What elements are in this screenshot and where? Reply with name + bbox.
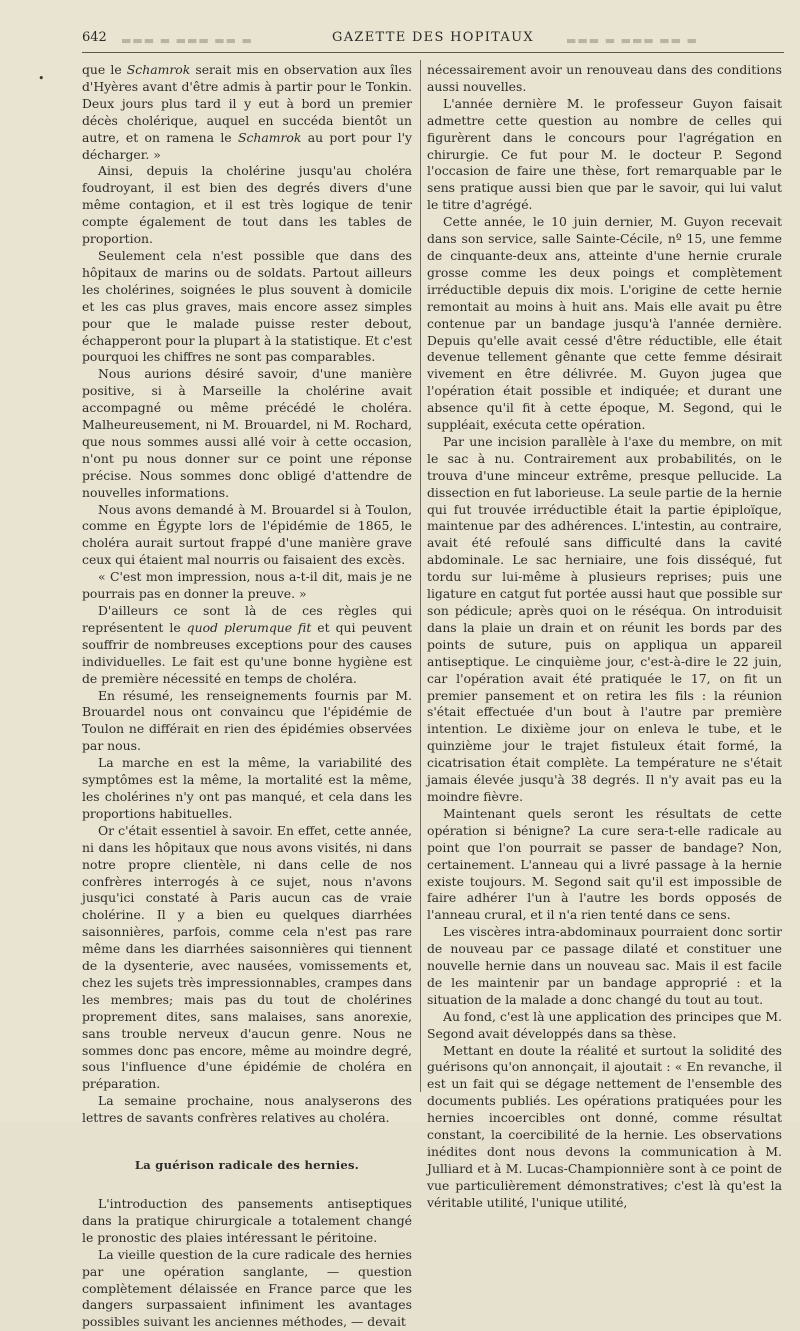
paragraph: En résumé, les renseignements fournis par M. Brouardel nous ont convaincu que l'épidémie de Toulon ne différait en rien des épidémies observées par nous. [82, 687, 412, 754]
left-column [82, 62, 412, 1330]
column-divider [420, 60, 421, 1092]
paragraph: Nous aurions désiré savoir, d'une manière positive, si à Marseille la cholérine avait accompagné ou même précédé le choléra. Malheureusement, ni M. Brouardel, ni M. Rochard, que nous sommes aussi allé voir à cette occasion, n'ont pu nous donner sur ce point une réponse précise. Nous sommes donc obligé d'attendre de nouvelles informations. [82, 366, 412, 500]
paragraph: La vieille question de la cure radicale des hernies par une opération sanglante, — question complètement délaissée en France parce que les dangers surpassaient infiniment les avantages possibles suivant les anciennes méthodes, — devait [82, 1246, 412, 1330]
paragraph: La semaine prochaine, nous analyserons des lettres de savants confrères relatives au choléra. [82, 1093, 412, 1126]
show-through-text-left: ▬ ▬▬ ▬▬▬ ▬ ▬▬▬ [120, 34, 252, 47]
ship-name: Schamrok [237, 129, 302, 145]
right-column [427, 62, 782, 1210]
paragraph: L'année dernière M. le professeur Guyon faisait admettre cette question au nombre de celles qui figurèrent dans le concours pour l'agrégation en chirurgie. Ce fut pour M. le docteur P. Segond l'occasion de faire une thèse, fort remarquable par le sens pratique aussi bien que par le savoir, qui lui valut le titre d'agrégé. [427, 95, 782, 213]
paragraph: Au fond, c'est là une application des principes que M. Segond avait développés dans sa thèse. [427, 1008, 782, 1041]
header-rule [82, 52, 784, 53]
paragraph: Mettant en doute la réalité et surtout la solidité des guérisons qu'on annonçait, il ajoutait : « En revanche, il est un fait qui se dégage nettement de l'ensemble des documents publiés. Les opérations pratiquées pour les hernies incoercibles ont donné, comme résultat constant, la coercibilité de la hernie. Les observations inédites dont nous devons la communication à M. Julliard et à M. Lucas-Championnière sont à ce point de vue particulièrement démonstratives; c'est là qu'est la véritable utilité, l'unique utilité, [427, 1042, 782, 1210]
paragraph: La marche en est la même, la variabilité des symptômes est la même, la mortalité est la même, les cholérines n'y ont pas manqué, et cela dans les proportions habituelles. [82, 755, 412, 821]
journal-title: GAZETTE DES HOPITAUX [332, 30, 534, 45]
show-through-text-right: ▬ ▬▬ ▬▬▬ ▬ ▬▬▬ [565, 34, 697, 47]
latin-phrase: quod plerumque fit [186, 619, 312, 635]
paragraph: Par une incision parallèle à l'axe du membre, on mit le sac à nu. Contrairement aux probabilités, on le trouva d'une minceur extrême, presque pellucide. La dissection en fut laborieuse. La seule partie de la hernie qui fut trouvée irréductible était la partie épiploïque, maintenue par des adhérences. L'intestin, au contraire, avait été refoulé sans difficulté dans la cavité abdominale. Le sac herniaire, une fois disséqué, fut tordu sur lui-même à plusieurs reprises; puis une ligature en catgut fut portée aussi haut que possible sur son pédicule; après quoi on le réséqua. On introduisit dans la plaie un drain et on réunit les bords par des points de suture, puis on appliqua un appareil antiseptique. Le cinquième jour, c'est-à-dire le 22 juin, car l'opération avait été pratiquée le 17, on fit un premier pansement et on retira les fils : la réunion s'était effectuée d'un bout à l'autre par première intention. Le dixième jour on enleva le tube, et le quinzième jour le trajet fistuleux était formé, la cicatrisation était complète. La température ne s'était jamais élevée jusqu'à 38 degrés. Il n'y avait pas eu la moindre fièvre. [427, 433, 782, 804]
paragraph: Cette année, le 10 juin dernier, M. Guyon recevait dans son service, salle Sainte-Cécile, nº 15, une femme de cinquante-deux ans, atteinte d'une hernie crurale grosse comme les deux poings et complètement irréductible depuis dix mois. L'origine de cette hernie remontait au moins à huit ans. Mais elle avait pu être contenue par un bandage jusqu'à l'année dernière. Depuis qu'elle avait cessé d'être réductible, elle était devenue tellement gênante que cette femme désirait vivement en être délivrée. M. Guyon jugea que l'opération était possible et indiquée; et durant une absence qu'il fit à cette époque, M. Segond, qui le suppléait, exécuta cette opération. [427, 214, 782, 433]
paragraph: L'introduction des pansements antiseptiques dans la pratique chirurgicale a totalement changé le pronostic des plaies intéressant le péritoine. [82, 1196, 412, 1245]
page-header [82, 30, 784, 52]
paragraph: Maintenant quels seront les résultats de cette opération si bénigne? La cure sera-t-elle radicale au point que l'on pourrait se passer de bandage? Non, certainement. L'anneau qui a livré passage à la hernie existe toujours. M. Segond sait qu'il est impossible de faire adhérer l'un à l'autre les bords opposés de l'anneau crural, et il n'a rien tenté dans ce sens. [427, 805, 782, 923]
section-heading: La guérison radicale des hernies. [134, 1158, 360, 1173]
page-number: 642 [82, 30, 107, 45]
paragraph: D'ailleurs ce sont là de ces règles qui représentent le quod plerumque fit et qui peuvent souffrir de nombreuses exceptions pour des causes individuelles. Le fait est qu'une bonne hygiène est de première nécessité en temps de choléra. [82, 603, 412, 686]
paragraph: nécessairement avoir un renouveau dans des conditions aussi nouvelles. [427, 62, 782, 94]
paragraph: Nous avons demandé à M. Brouardel si à Toulon, comme en Égypte lors de l'épidémie de 1865, le choléra aurait surtout frappé d'une manière grave ceux qui étaient mal nourris ou faisaient des excès. [82, 501, 412, 568]
paragraph: Les viscères intra-abdominaux pourraient donc sortir de nouveau par ce passage dilaté et constituer une nouvelle hernie dans un nouveau sac. Mais il est facile de les maintenir par un bandage approprié : et la situation de la malade a donc changé du tout au tout. [427, 924, 782, 1007]
paragraph: Seulement cela n'est possible que dans des hôpitaux de marins ou de soldats. Partout ailleurs les cholérines, soignées le plus souvent à domicile et les cas plus graves, mais encore assez simples pour que le malade puisse rester debout, échapperont pour la plupart à la statistique. Et c'est pourquoi les chiffres ne sont pas comparables. [82, 247, 412, 365]
ship-name: Schamrok [126, 62, 191, 77]
margin-bullet-icon: • [38, 72, 45, 85]
paragraph: Or c'était essentiel à savoir. En effet, cette année, ni dans les hôpitaux que nous avons visités, ni dans notre propre clientèle, ni dans celle de nos confrères interrogés à ce sujet, nous n'avons jusqu'ici constaté à Paris aucun cas de vraie cholérine. Il y a bien eu quelques diarrhées saisonnières, parfois, comme cela n'est pas rare même dans les diarrhées saisonnières qui tiennent de la dysenterie, avec nausées, vomissements et, chez les sujets très impressionnables, crampes dans les membres; mais pas du tout de cholérines proprement dites, sans malaises, sans anorexie, sans trouble nerveux d'aucun genre. Nous ne sommes donc pas encore, même au moindre degré, sous l'influence d'une épidémie de choléra en préparation. [82, 822, 412, 1092]
paragraph: Ainsi, depuis la cholérine jusqu'au choléra foudroyant, il est bien des degrés divers d'une même contagion, et il est très logique de tenir compte également de tout dans les tables de proportion. [82, 163, 412, 247]
paragraph: « C'est mon impression, nous a-t-il dit, mais je ne pourrais pas en donner la preuve. » [82, 569, 412, 602]
paragraph: que le Schamrok serait mis en observation aux îles d'Hyères avant d'être admis à partir pour le Tonkin. Deux jours plus tard il y eut à bord un premier décès cholérique, auquel en succéda bientôt un autre, et on ramena le Schamrok au port pour l'y décharger. » [82, 62, 412, 162]
